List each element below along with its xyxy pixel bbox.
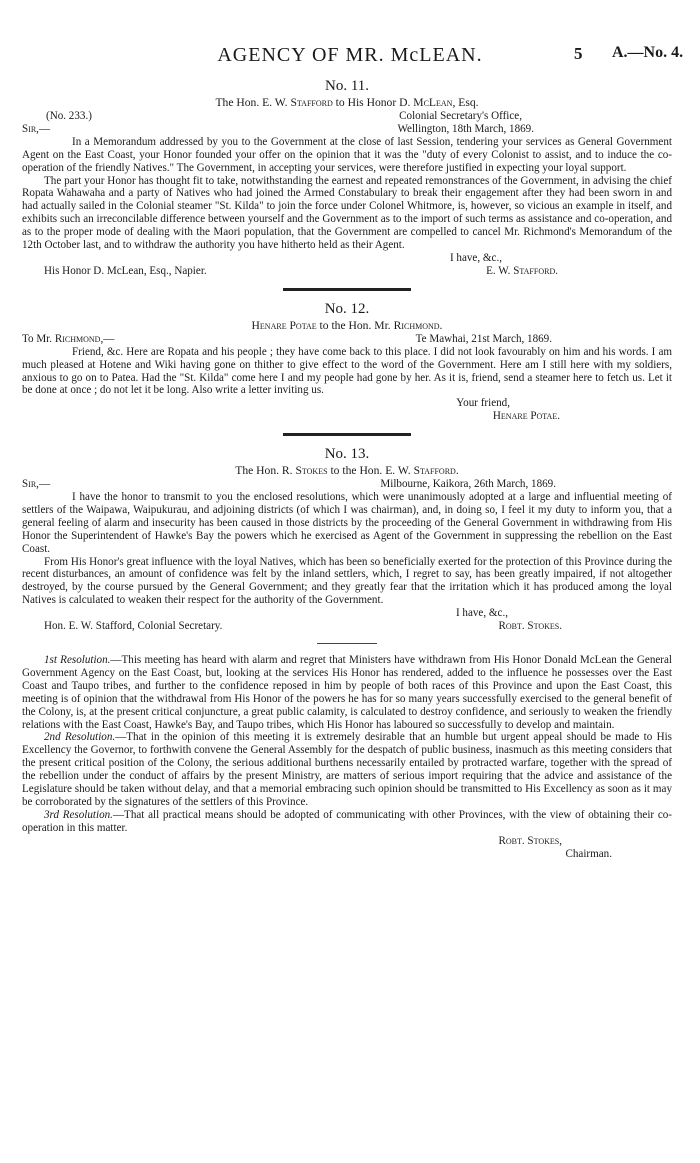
- paragraph: I have the honor to transmit to you the enclosed resolutions, which were unanimously adopted at a large and influential meeting of settlers of the Waipawa, Waipukurau, and adjoining districts (of which I was chairman), and, in doing so, I feel it my duty to inform you, that a general feeling of alarm and insecurity has been caused in those districts by the proceeding of the General Government in withdrawing from His Honor the Superintendent of Hawke's Bay the powers which he exercised as Agent of the Government in suppressing the rebellion on the East Coast.: [22, 491, 672, 555]
- paragraph: In a Memorandum addressed by you to the Government at the close of last Session, tendering your services as General Government Agent on the East Coast, your Honor founded your offer on the opinion that it was the "duty of every Colonist to assist, and to induce the co-operation of the friendly Natives." The Government, in accepting your services, were therefore justified in expecting your loyal support.: [22, 135, 672, 174]
- salutation: To Mr. Richmond,—: [22, 332, 115, 345]
- place-date: Wellington, 18th March, 1869.: [397, 122, 534, 135]
- paragraph: From His Honor's great influence with the loyal Natives, which has been so beneficially exerted for the protection of this Province during the recent disturbances, an amount of confidence was felt by the inland settlers, which, I regret to say, has been greatly impaired, if not altogether destroyed, by the course pursued by the General Government; and they greatly fear that the irritation which it has produced among the loyal Natives is calculated to weaken their respect for the authority of the Government.: [22, 555, 672, 607]
- signature: Robt. Stokes,: [498, 834, 562, 847]
- paragraph: The part your Honor has thought fit to take, notwithstanding the earnest and repeated remonstrances of the Government, in advising the chief Ropata Wahawaha and a party of Natives who had joined the Armed Constabulary to break their engagement after they had been sworn in and had actually sailed in the Colonial steamer "St. Kilda" to join the force under Colonel Whitmore, is, however, so vicious an example in itself, and exhibits such an irreconcilable difference between yourself and the Government as to the import of such terms as assistance and co-operation, and as to the proper mode of dealing with the Maori population, that the Government are compelled to cancel Mr. Richmond's Memorandum of the 12th October last, and to withdraw the authority you have hitherto held as their Agent.: [22, 174, 672, 252]
- signature-row: [22, 620, 672, 633]
- closing: I have, &c.,: [455, 607, 508, 620]
- place-date: Te Mawhai, 21st March, 1869.: [415, 332, 552, 345]
- letter-no-11: [22, 78, 672, 278]
- letter-caption: Henare Potae to the Hon. Mr. Richmond.: [251, 318, 443, 332]
- addressee: Hon. E. W. Stafford, Colonial Secretary.: [44, 620, 223, 633]
- letter-ref-row: [22, 110, 672, 123]
- closing: I have, &c.,: [449, 251, 502, 264]
- section-divider: [283, 288, 411, 291]
- letter-caption: The Hon. R. Stokes to the Hon. E. W. Stafford.: [235, 464, 459, 478]
- section-divider: [283, 433, 411, 436]
- place-date: Milbourne, Kaikora, 26th March, 1869.: [380, 478, 556, 491]
- salutation-row: [22, 333, 672, 346]
- resolution-2: 2nd Resolution.—That in the opinion of this meeting it is extremely desirable that an humble but urgent appeal should be made to His Excellency the Governor, to forthwith convene the General Assembly for the despatch of public business, inasmuch as this meeting considers that the present critical position of the Colony, the serious additional burthens necessarily entailed by protracted warfare, together with the spread of the rebellion under the conduct of affairs by the present Ministry, are matters of serious import requiring that the advice and assistance of the Legislature should be taken without delay, and that a memorial embracing such opinion should be transmitted to His Excellency as soon as it may be corroborated by the signatures of the settlers of this Province.: [22, 731, 673, 808]
- paper-reference: A.—No. 4.: [612, 44, 684, 61]
- letter-caption: The Hon. E. W. Stafford to His Honor D. McLean, Esq.: [215, 96, 479, 109]
- document-body: [22, 78, 672, 861]
- page-number: 5: [574, 44, 583, 63]
- letter-no-12: [22, 301, 672, 423]
- salutation: Sir,—: [22, 122, 51, 135]
- letter-number: No. 12.: [324, 300, 370, 317]
- salutation-row: [22, 123, 672, 136]
- letter-number: No. 13.: [324, 446, 370, 463]
- salutation-row: [22, 478, 672, 491]
- salutation: Sir,—: [22, 478, 51, 491]
- letter-office: Colonial Secretary's Office,: [399, 110, 522, 122]
- signature: E. W. Stafford.: [486, 264, 558, 277]
- letter-no-13: [22, 446, 672, 633]
- letter-number: No. 11.: [324, 78, 370, 94]
- closing: Your friend,: [456, 397, 510, 410]
- resolutions: [22, 654, 672, 861]
- signature-row: [22, 265, 672, 278]
- letter-reference: (No. 233.): [46, 110, 92, 122]
- resolutions-divider: [317, 643, 377, 644]
- signature: Robt. Stokes.: [498, 620, 562, 633]
- resolution-3: 3rd Resolution.—That all practical means should be adopted of communicating with other Provinces, with the view of obtaining their co-operation in this matter.: [22, 808, 672, 834]
- addressee: His Honor D. McLean, Esq., Napier.: [44, 264, 207, 277]
- running-header: [0, 44, 700, 68]
- resolution-1: 1st Resolution.—This meeting has heard with alarm and regret that Ministers have withdrawn from His Honor Donald McLean the General Government Agency on the East Coast, but, looking at the services His Honor has rendered, added to the influence he possesses over the East Coast and Taupo tribes, and further to the confidence reposed in him by people of both races of this Province and upon the East Coast, this meeting is of opinion that the withdrawal from His Honor of the powers he has for so many years successfully exercised to the general benefit of the Colony, is, at the present critical conjuncture, a great public calamity, is calculated to destroy confidence, and seriously to weaken the friendly relations with the East Coast, Hawke's Bay, and Taupo tribes, which His Honor has laboured so successfully to develop and maintain.: [22, 654, 672, 731]
- signature: Henare Potae.: [492, 410, 560, 423]
- page-title: AGENCY OF MR. McLEAN.: [217, 44, 483, 66]
- paragraph: Friend, &c. Here are Ropata and his people ; they have come back to this place. I did not look favourably on him and his words. I am much pleased at Hotene and Wiki having gone on thither to give effect to the word of the Government. Here am I still here with my soldiers, anxious to go on to Patea. Had the "St. Kilda" come here I and my people had gone by her. As it is, friend, send a steamer here to fetch us. Let it be done at once ; do not let it be long. Also write a letter inviting us.: [22, 345, 672, 397]
- signature-title: Chairman.: [565, 847, 612, 860]
